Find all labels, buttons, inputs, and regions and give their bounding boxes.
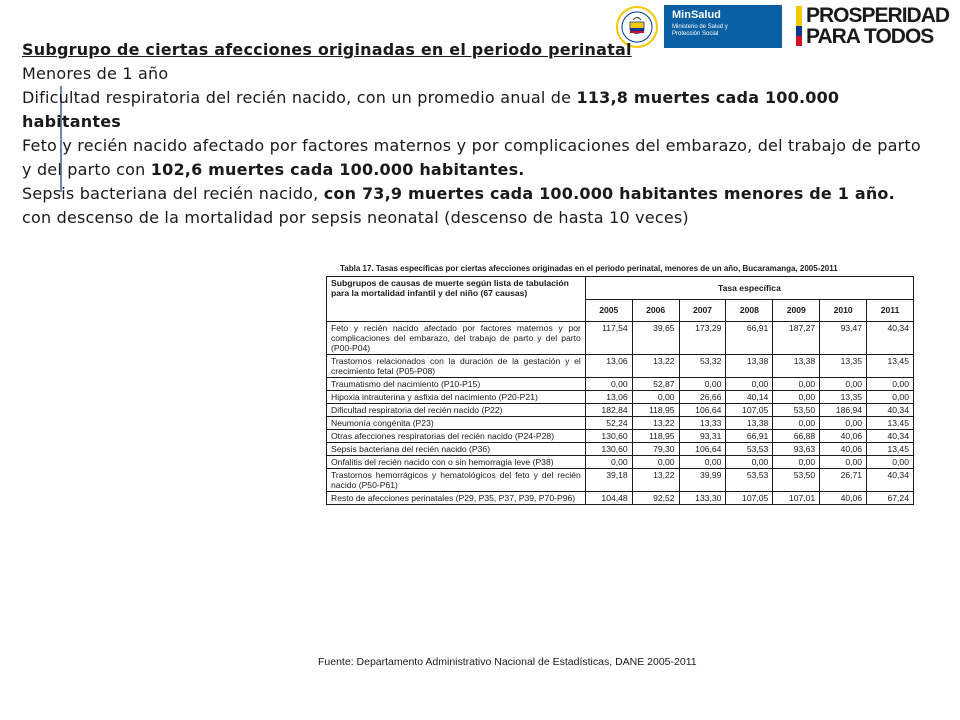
rate-cell: 13,33 xyxy=(679,417,726,430)
rate-cell: 13,45 xyxy=(867,355,914,378)
minsalud-title: MinSalud xyxy=(672,9,721,21)
rate-cell: 0,00 xyxy=(632,391,679,404)
rate-cell: 52,87 xyxy=(632,378,679,391)
paragraph-decline: con descenso de la mortalidad por sepsis neonatal (descenso de hasta 10 veces) xyxy=(22,208,689,227)
rate-cell: 53,53 xyxy=(726,443,773,456)
rate-cell: 53,53 xyxy=(726,469,773,492)
rate-cell: 107,05 xyxy=(726,492,773,505)
rate-cell: 26,71 xyxy=(820,469,867,492)
rate-cell: 0,00 xyxy=(726,456,773,469)
rate-cell: 39,65 xyxy=(632,322,679,355)
cause-cell: Hipoxia intrauterina y asfixia del nacimiento (P20-P21) xyxy=(327,391,586,404)
rate-cell: 118,95 xyxy=(632,404,679,417)
rate-cell: 40,06 xyxy=(820,430,867,443)
rate-cell: 0,00 xyxy=(773,391,820,404)
rate-cell: 0,00 xyxy=(585,378,632,391)
rate-cell: 79,30 xyxy=(632,443,679,456)
body-text xyxy=(22,38,922,230)
rate-cell: 0,00 xyxy=(773,456,820,469)
rate-cell: 117,54 xyxy=(585,322,632,355)
rate-cell: 13,45 xyxy=(867,443,914,456)
cause-cell: Feto y recién nacido afectado por factores maternos y por complicaciones del embarazo, del trabajo de parto y del parto (P00-P04) xyxy=(327,322,586,355)
rate-cell: 92,52 xyxy=(632,492,679,505)
rate-cell: 106,64 xyxy=(679,443,726,456)
table-row xyxy=(327,443,914,456)
rate-cell: 13,38 xyxy=(773,355,820,378)
rate-cell: 0,00 xyxy=(773,417,820,430)
rate-cell: 26,66 xyxy=(679,391,726,404)
rate-cell: 13,35 xyxy=(820,355,867,378)
rate-cell: 133,30 xyxy=(679,492,726,505)
year-header: 2006 xyxy=(632,299,679,322)
table-row xyxy=(327,391,914,404)
minsalud-subtitle: Ministerio de Salud y Protección Social xyxy=(672,24,728,37)
rate-cell: 13,22 xyxy=(632,355,679,378)
rate-cell: 0,00 xyxy=(726,378,773,391)
rate-cell: 40,14 xyxy=(726,391,773,404)
rate-cell: 130,60 xyxy=(585,443,632,456)
rate-cell: 53,32 xyxy=(679,355,726,378)
table-row xyxy=(327,430,914,443)
rate-cell: 13,06 xyxy=(585,355,632,378)
rates-table xyxy=(326,276,914,505)
rate-cell: 173,29 xyxy=(679,322,726,355)
rate-cell: 40,06 xyxy=(820,443,867,456)
table-row xyxy=(327,417,914,430)
header-rate: Tasa específica xyxy=(585,277,913,300)
cause-cell: Neumonía congénita (P23) xyxy=(327,417,586,430)
table-row xyxy=(327,456,914,469)
rate-cell: 93,31 xyxy=(679,430,726,443)
year-header: 2010 xyxy=(820,299,867,322)
paragraph-respiratory: Dificultad respiratoria del recién nacido, con un promedio anual de 113,8 muertes cada 100.000 habitantes xyxy=(22,88,840,131)
rate-cell: 0,00 xyxy=(867,456,914,469)
prosperidad-line2: PARA TODOS xyxy=(806,25,934,48)
rate-cell: 39,99 xyxy=(679,469,726,492)
cause-cell: Resto de afecciones perinatales (P29, P35, P37, P39, P70-P96) xyxy=(327,492,586,505)
page-title: Subgrupo de ciertas afecciones originadas en el periodo perinatal xyxy=(22,40,632,59)
rate-cell: 40,34 xyxy=(867,469,914,492)
rate-cell: 0,00 xyxy=(679,456,726,469)
rate-cell: 104,48 xyxy=(585,492,632,505)
rate-cell: 13,22 xyxy=(632,417,679,430)
rate-cell: 52,24 xyxy=(585,417,632,430)
header-cause: Subgrupos de causas de muerte según lista de tabulación para la mortalidad infantil y del niño (67 causas) xyxy=(327,277,586,322)
rate-cell: 130,60 xyxy=(585,430,632,443)
rate-cell: 53,50 xyxy=(773,404,820,417)
table-row xyxy=(327,322,914,355)
rate-cell: 66,88 xyxy=(773,430,820,443)
table-row xyxy=(327,355,914,378)
paragraph-sepsis: Sepsis bacteriana del recién nacido, con 73,9 muertes cada 100.000 habitantes menores de 1 año. xyxy=(22,184,895,203)
rate-cell: 67,24 xyxy=(867,492,914,505)
rate-cell: 40,06 xyxy=(820,492,867,505)
rate-cell: 13,35 xyxy=(820,391,867,404)
rate-cell: 40,34 xyxy=(867,404,914,417)
rate-cell: 0,00 xyxy=(820,417,867,430)
rate-cell: 39,18 xyxy=(585,469,632,492)
rate-cell: 13,45 xyxy=(867,417,914,430)
rate-cell: 0,00 xyxy=(585,456,632,469)
rate-cell: 13,38 xyxy=(726,355,773,378)
table-row xyxy=(327,378,914,391)
rate-cell: 13,22 xyxy=(632,469,679,492)
paragraph-maternal: Feto y recién nacido afectado por factores maternos y por complicaciones del embarazo, del trabajo de parto y del parto con 102,6 muertes cada 100.000 habitantes. xyxy=(22,136,921,179)
table-row xyxy=(327,404,914,417)
year-header: 2008 xyxy=(726,299,773,322)
rate-cell: 40,34 xyxy=(867,430,914,443)
rate-cell: 53,50 xyxy=(773,469,820,492)
cause-cell: Onfalitis del recién nacido con o sin hemorragia leve (P38) xyxy=(327,456,586,469)
rate-cell: 106,64 xyxy=(679,404,726,417)
rate-cell: 66,91 xyxy=(726,322,773,355)
prosperidad-line1: PROSPERIDAD xyxy=(806,4,950,27)
table-caption: Tabla 17. Tasas específicas por ciertas afecciones originadas en el periodo perinatal, menores de un año, Bucaramanga, 2005-2011 xyxy=(340,264,838,273)
rate-cell: 40,34 xyxy=(867,322,914,355)
rate-cell: 0,00 xyxy=(867,391,914,404)
rate-cell: 13,38 xyxy=(726,417,773,430)
cause-cell: Traumatismo del nacimiento (P10-P15) xyxy=(327,378,586,391)
rate-cell: 0,00 xyxy=(773,378,820,391)
rate-cell: 182,84 xyxy=(585,404,632,417)
rate-cell: 0,00 xyxy=(820,378,867,391)
rate-cell: 0,00 xyxy=(679,378,726,391)
table-source: Fuente: Departamento Administrativo Nacional de Estadísticas, DANE 2005-2011 xyxy=(318,656,697,668)
cause-cell: Trastornos relacionados con la duración de la gestación y el crecimiento fetal (P05-P08) xyxy=(327,355,586,378)
year-header: 2005 xyxy=(585,299,632,322)
cause-cell: Dificultad respiratoria del recién nacido (P22) xyxy=(327,404,586,417)
rate-cell: 93,63 xyxy=(773,443,820,456)
rate-cell: 0,00 xyxy=(632,456,679,469)
cause-cell: Otras afecciones respiratorias del recién nacido (P24-P28) xyxy=(327,430,586,443)
age-group: Menores de 1 año xyxy=(22,64,169,83)
rate-cell: 93,47 xyxy=(820,322,867,355)
table-row xyxy=(327,492,914,505)
rate-cell: 118,95 xyxy=(632,430,679,443)
year-header: 2011 xyxy=(867,299,914,322)
rate-cell: 13,06 xyxy=(585,391,632,404)
cause-cell: Trastornos hemorrágicos y hematológicos del feto y del recién nacido (P50-P61) xyxy=(327,469,586,492)
cause-cell: Sepsis bacteriana del recién nacido (P36) xyxy=(327,443,586,456)
rate-cell: 107,01 xyxy=(773,492,820,505)
rate-cell: 187,27 xyxy=(773,322,820,355)
rate-cell: 107,05 xyxy=(726,404,773,417)
year-header: 2009 xyxy=(773,299,820,322)
rate-cell: 66,91 xyxy=(726,430,773,443)
rate-cell: 186,94 xyxy=(820,404,867,417)
table-row xyxy=(327,469,914,492)
rate-cell: 0,00 xyxy=(867,378,914,391)
year-header: 2007 xyxy=(679,299,726,322)
rate-cell: 0,00 xyxy=(820,456,867,469)
